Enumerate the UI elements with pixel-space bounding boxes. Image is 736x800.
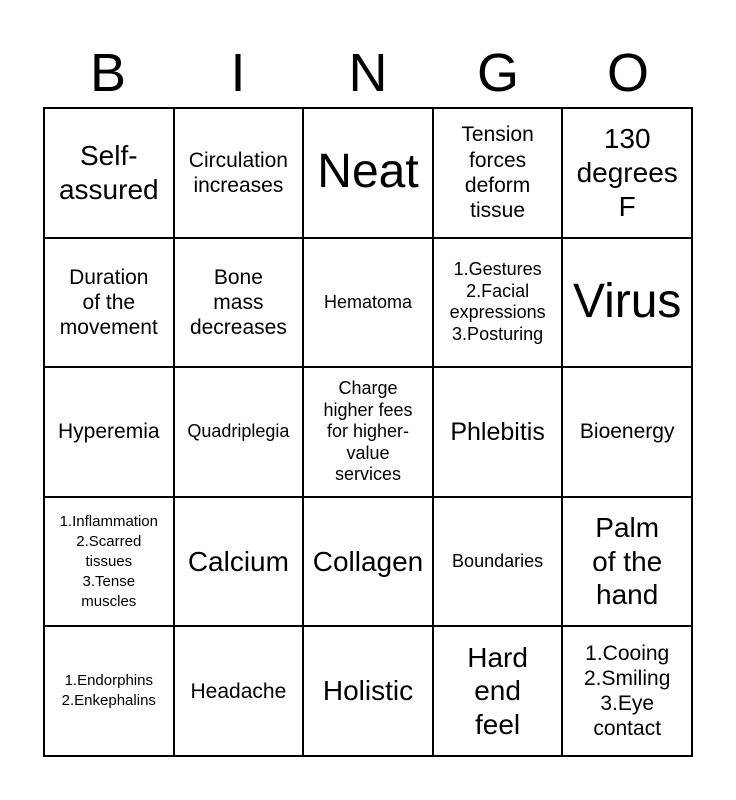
header-letter-o: O (606, 43, 649, 103)
bingo-board (43, 107, 693, 757)
bingo-cell-r3-c5[interactable]: Bioenergy (563, 368, 693, 498)
header-letter-b: B (89, 43, 127, 103)
bingo-header (43, 38, 693, 108)
bingo-cell-r5-c3[interactable]: Holistic (304, 627, 434, 757)
bingo-cell-r3-c2[interactable]: Quadriplegia (175, 368, 305, 498)
bingo-cell-r5-c5[interactable]: 1.Cooing 2.Smiling 3.Eye contact (563, 627, 693, 757)
bingo-cell-r5-c4[interactable]: Hard end feel (434, 627, 564, 757)
bingo-cell-r4-c1[interactable]: 1.Inflammation 2.Scarred tissues 3.Tense muscles (45, 498, 175, 628)
bingo-cell-r3-c4[interactable]: Phlebitis (434, 368, 564, 498)
bingo-cell-r2-c3[interactable]: Hematoma (304, 239, 434, 369)
bingo-cell-r2-c5[interactable]: Virus (563, 239, 693, 369)
bingo-cell-r5-c2[interactable]: Headache (175, 627, 305, 757)
bingo-cell-r2-c2[interactable]: Bone mass decreases (175, 239, 305, 369)
bingo-cell-r4-c3[interactable]: Collagen (304, 498, 434, 628)
bingo-cell-r1-c5[interactable]: 130 degrees F (563, 109, 693, 239)
bingo-cell-r1-c4[interactable]: Tension forces deform tissue (434, 109, 564, 239)
header-letter-i: I (230, 43, 246, 103)
bingo-cell-r1-c2[interactable]: Circulation increases (175, 109, 305, 239)
header-letter-n: N (348, 43, 388, 103)
bingo-cell-r5-c1[interactable]: 1.Endorphins 2.Enkephalins (45, 627, 175, 757)
bingo-cell-r1-c3[interactable]: Neat (304, 109, 434, 239)
bingo-cell-r2-c4[interactable]: 1.Gestures 2.Facial expressions 3.Posturing (434, 239, 564, 369)
bingo-cell-r4-c4[interactable]: Boundaries (434, 498, 564, 628)
header-letter-g: G (476, 43, 519, 103)
bingo-cell-r2-c1[interactable]: Duration of the movement (45, 239, 175, 369)
bingo-cell-r4-c5[interactable]: Palm of the hand (563, 498, 693, 628)
bingo-cell-r1-c1[interactable]: Self- assured (45, 109, 175, 239)
bingo-cell-r3-c1[interactable]: Hyperemia (45, 368, 175, 498)
bingo-cell-r4-c2[interactable]: Calcium (175, 498, 305, 628)
bingo-cell-r3-c3[interactable]: Charge higher fees for higher- value services (304, 368, 434, 498)
